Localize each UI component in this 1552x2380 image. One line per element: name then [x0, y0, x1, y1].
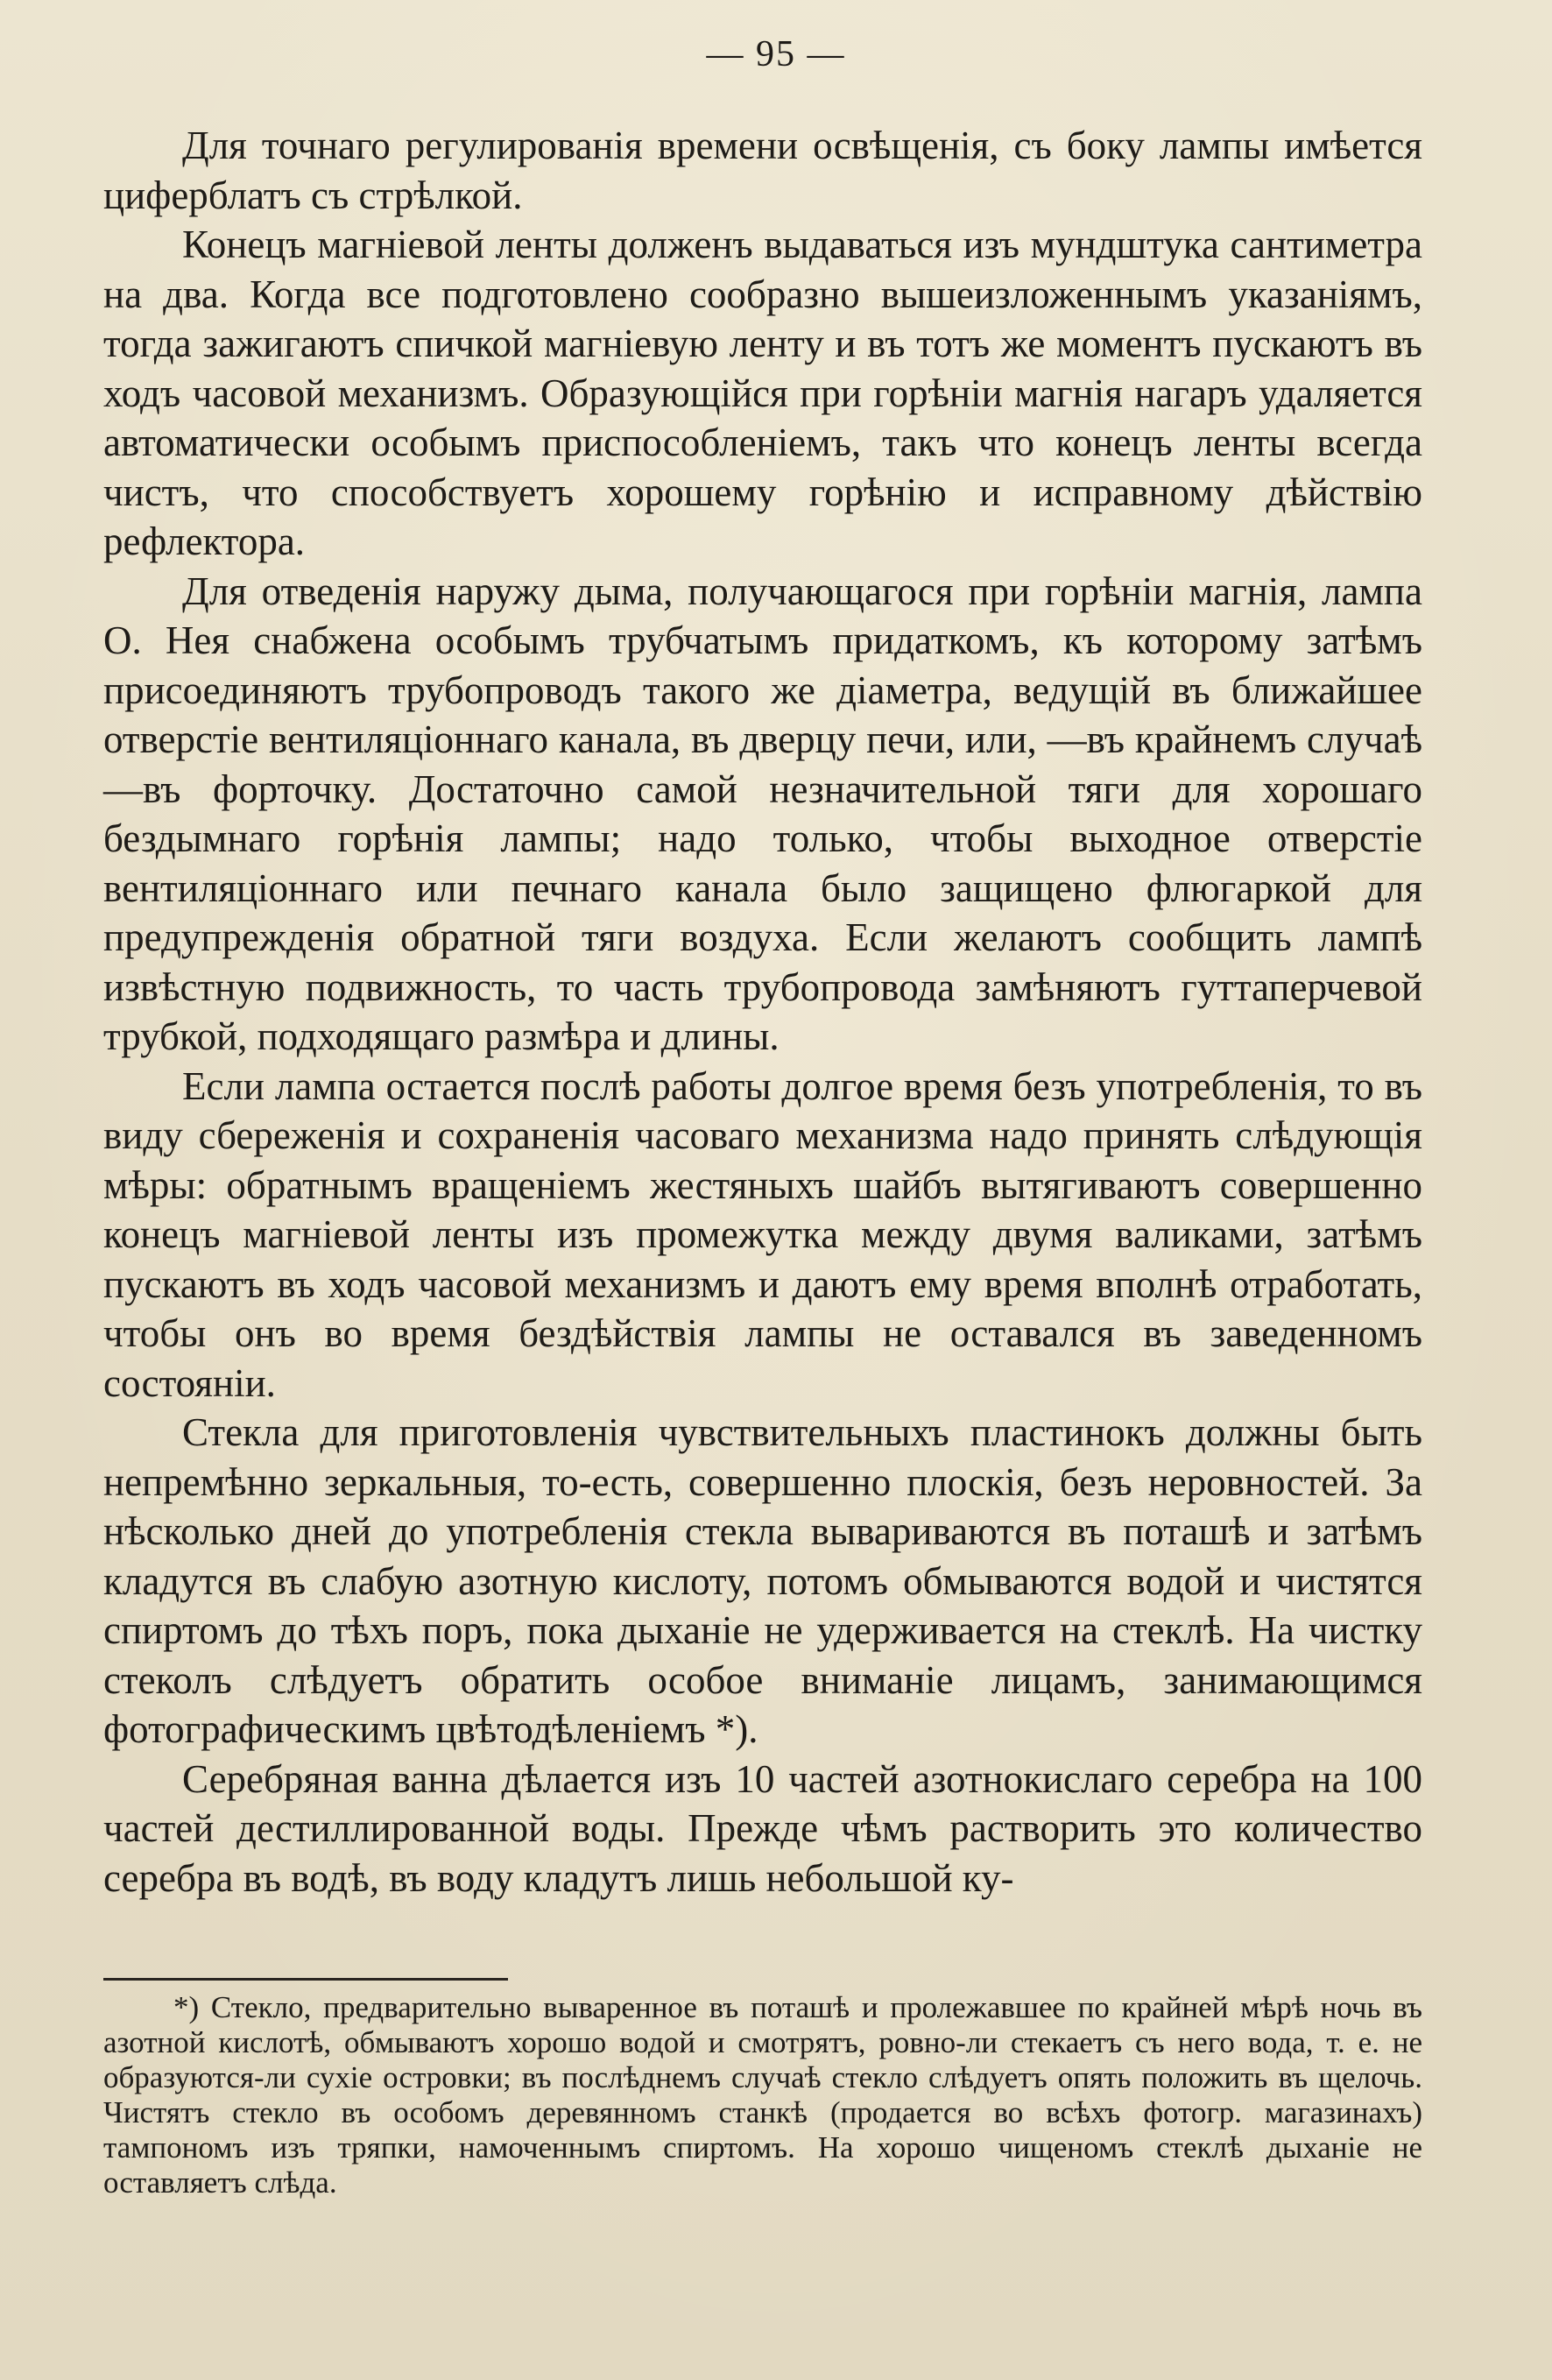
footnote-divider: [103, 1978, 508, 1981]
paragraph-magnesium-ribbon: Конецъ магніевой ленты долженъ выдаваться изъ мундштука сантиметра на два. Когда все подготовлено сообразно вышеизложеннымъ указаніямъ, тогда зажигаютъ спичкой магніевую ленту и въ тотъ же моментъ пускаютъ въ ходъ часовой механизмъ. Образующійся при горѣніи магнія нагаръ удаляется автоматически особымъ приспособленіемъ, такъ что конецъ ленты всегда чистъ, что способствуетъ хорошему горѣнію и исправному дѣйствію рефлектора.: [103, 222, 1422, 563]
paragraph-clock-dial: Для точнаго регулированія времени освѣщенія, съ боку лампы имѣется циферблатъ съ стрѣлкой.: [103, 124, 1422, 217]
paragraph-silver-bath: Серебряная ванна дѣлается изъ 10 частей азотнокислаго серебра на 100 частей дестиллированной воды. Прежде чѣмъ растворить это количество серебра въ водѣ, въ воду кладутъ лишь небольшой ку-: [103, 1756, 1422, 1900]
paragraph-glass-plates: Стекла для приготовленія чувствительныхъ пластинокъ должны быть непремѣнно зеркальныя, то-есть, совершенно плоскія, безъ неровностей. За нѣсколько дней до употребленія стекла вывариваются въ поташѣ и затѣмъ кладутся въ слабую азотную кислоту, потомъ обмываются водой и чистятся спиртомъ до тѣхъ поръ, пока дыханіе не удерживается на стеклѣ. На чистку стеколъ слѣдуетъ обратить особое вниманіе лицамъ, занимающимся фотографическимъ цвѣтодѣленіемъ *).: [103, 1410, 1422, 1751]
paragraph-lamp-storage: Если лампа остается послѣ работы долгое время безъ употребленія, то въ виду сбереженія и сохраненія часоваго механизма надо принять слѣдующія мѣры: обратнымъ вращеніемъ жестяныхъ шайбъ вытягиваютъ совершенно конецъ магніевой ленты изъ промежутка между двумя валиками, затѣмъ пускаютъ въ ходъ часовой механизмъ и даютъ ему время вполнѣ отработать, чтобы онъ во время бездѣйствія лампы не оставался въ заведенномъ состояніи.: [103, 1063, 1422, 1405]
page-number: — 95 —: [706, 34, 846, 74]
footnote: [103, 1990, 1422, 2200]
footnote-text: *) Стекло, предварительно вываренное въ поташѣ и пролежавшее по крайней мѣрѣ ночь въ азотной кислотѣ, обмываютъ хорошо водой и смотрятъ, ровно-ли стекаетъ съ него вода, т. е. не образуются-ли сухіе островки; въ послѣднемъ случаѣ стекло слѣдуетъ опять положить въ щелочь. Чистятъ стекло въ особомъ деревянномъ станкѣ (продается во всѣхъ фотогр. магазинахъ) тампономъ изъ тряпки, намоченнымъ спиртомъ. На хорошо чищеномъ стеклѣ дыханіе не оставляетъ слѣда.: [103, 1990, 1422, 2200]
main-text: [103, 121, 1422, 1903]
paragraph-smoke-removal: Для отведенія наружу дыма, получающагося при горѣніи магнія, лампа О. Нея снабжена особымъ трубчатымъ придаткомъ, къ которому затѣмъ присоединяютъ трубопроводъ такого же діаметра, ведущій въ ближайшее отверстіе вентиляціоннаго канала, въ дверцу печи, или, —въ крайнемъ случаѣ—въ форточку. Достаточно самой незначительной тяги для хорошаго бездымнаго горѣнія лампы; надо только, чтобы выходное отверстіе вентиляціоннаго или печнаго канала было защищено флюгаркой для предупрежденія обратной тяги воздуха. Если желаютъ сообщить лампѣ извѣстную подвижность, то часть трубопровода замѣняютъ гуттаперчевой трубкой, подходящаго размѣра и длины.: [103, 569, 1422, 1058]
